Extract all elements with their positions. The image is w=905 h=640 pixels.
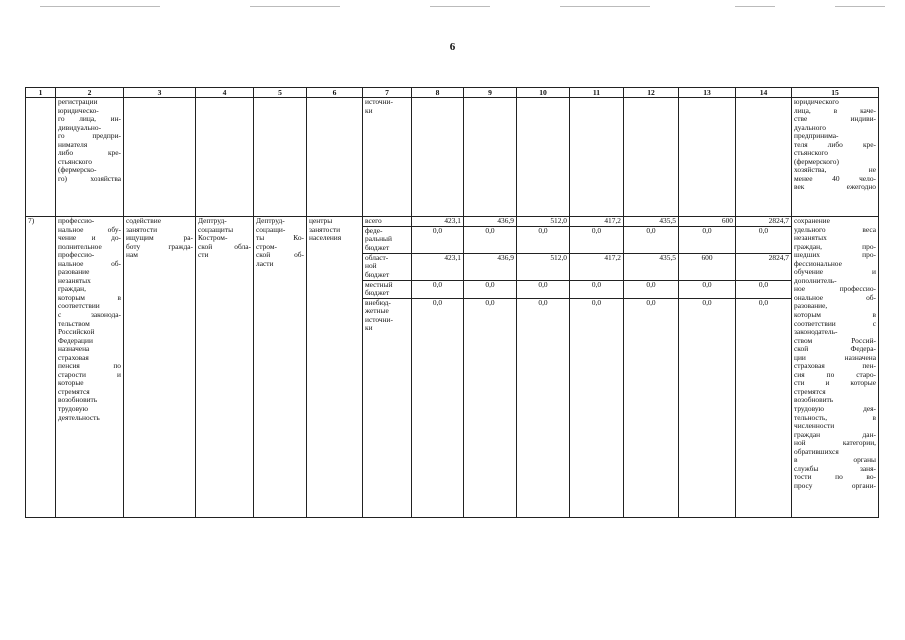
value-cell: 0,0 (570, 226, 624, 253)
header-cell: 14 (736, 88, 792, 98)
page-number: 6 (449, 41, 456, 53)
value-cell: 0,0 (517, 226, 570, 253)
value-cell: 0,0 (412, 280, 464, 298)
responsible-cell (196, 98, 254, 217)
header-cell: 4 (196, 88, 254, 98)
measure-name-cell: регистрации юридическо- го лица, ин- дивидуально- го предпри- нимателя либо кре- стьянского (фермерско- го) хозяйства (56, 98, 124, 217)
value-cell: 0,0 (412, 226, 464, 253)
header-cell: 9 (464, 88, 517, 98)
value-cell (412, 98, 464, 217)
goal-cell: содействие занятости ищущим ра- боту гражда- нам (124, 217, 196, 518)
value-cell: 0,0 (679, 226, 736, 253)
scan-line (430, 6, 490, 7)
value-cell: 435,5 (624, 253, 679, 280)
value-cell: 512,0 (517, 253, 570, 280)
header-cell: 13 (679, 88, 736, 98)
header-cell: 7 (363, 88, 412, 98)
header-cell: 11 (570, 88, 624, 98)
funding-source-cell: внебюд- жетные источни- ки (363, 298, 412, 517)
value-cell (570, 98, 624, 217)
header-cell: 8 (412, 88, 464, 98)
value-cell: 0,0 (624, 280, 679, 298)
funding-source-cell: феде- ральный бюджет (363, 226, 412, 253)
value-cell: 417,2 (570, 253, 624, 280)
header-cell: 2 (56, 88, 124, 98)
program-table (25, 87, 879, 518)
header-cell: 6 (307, 88, 363, 98)
value-cell: 436,9 (464, 217, 517, 227)
header-cell: 12 (624, 88, 679, 98)
funding-source-cell: всего (363, 217, 412, 227)
result-cell: сохранение удельного веса незанятых граждан, про- шедших про- фессиональное обучение и дополнитель- ное профессио- ональное об- разование, которым в соответствии с законодатель- ством Россий- ской Федера- ции назначена страховая пен- сия по старо- сти и которые стремятся возобновить трудовую дея- тельность, в численности граждан дан- ной категории, обратившихся в органы службы заня- тости по во- просу органи- (792, 217, 879, 518)
value-cell: 0,0 (517, 280, 570, 298)
value-cell: 0,0 (624, 226, 679, 253)
value-cell: 423,1 (412, 253, 464, 280)
header-cell: 5 (254, 88, 307, 98)
value-cell (679, 98, 736, 217)
value-cell: 600 (679, 253, 736, 280)
value-cell: 0,0 (679, 280, 736, 298)
value-cell: 436,9 (464, 253, 517, 280)
header-cell: 3 (124, 88, 196, 98)
value-cell: 0,0 (679, 298, 736, 517)
value-cell: 0,0 (736, 298, 792, 517)
coexecutor-cell (254, 98, 307, 217)
value-cell (736, 98, 792, 217)
value-cell: 0,0 (464, 226, 517, 253)
value-cell: 512,0 (517, 217, 570, 227)
value-cell: 0,0 (517, 298, 570, 517)
value-cell: 0,0 (464, 298, 517, 517)
value-cell: 2824,7 (736, 253, 792, 280)
value-cell (517, 98, 570, 217)
result-cell: юридического лица, в каче- стве индиви- дуального предпринима- теля либо кре- стьянского (фермерского) хозяйства, не менее 40 чело- век ежегодно (792, 98, 879, 217)
scan-line (835, 6, 885, 7)
value-cell: 435,5 (624, 217, 679, 227)
funding-source-cell: област- ной бюджет (363, 253, 412, 280)
row-number-cell: 7) (26, 217, 56, 518)
value-cell (624, 98, 679, 217)
participant-cell: центры занятости населения (307, 217, 363, 518)
scan-line (735, 6, 775, 7)
value-cell: 423,1 (412, 217, 464, 227)
responsible-cell: Дептруд- соцзащиты Костром- ской обла- сти (196, 217, 254, 518)
scan-line (560, 6, 650, 7)
value-cell: 0,0 (570, 298, 624, 517)
row-number-cell (26, 98, 56, 217)
header-cell: 1 (26, 88, 56, 98)
value-cell: 0,0 (464, 280, 517, 298)
table-row (26, 98, 879, 217)
header-row (26, 88, 879, 98)
header-cell: 15 (792, 88, 879, 98)
value-cell: 0,0 (570, 280, 624, 298)
table-row (26, 217, 879, 227)
scan-line (40, 6, 160, 7)
value-cell (464, 98, 517, 217)
header-cell: 10 (517, 88, 570, 98)
value-cell: 0,0 (736, 280, 792, 298)
value-cell: 0,0 (736, 226, 792, 253)
value-cell: 2824,7 (736, 217, 792, 227)
participant-cell (307, 98, 363, 217)
funding-source-cell: источни- ки (363, 98, 412, 217)
funding-source-cell: местный бюджет (363, 280, 412, 298)
coexecutor-cell: Дептруд- соцзащи- ты Ко- стром- ской об- ласти (254, 217, 307, 518)
scan-line (250, 6, 340, 7)
value-cell: 600 (679, 217, 736, 227)
value-cell: 417,2 (570, 217, 624, 227)
measure-name-cell: профессио- нальное обу- чение и до- полнительное профессио- нальное об- разование незанятых граждан, которым в соответствии с законода- тельством Российской Федерации назначена страховая пенсия по старости и которые стремятся возобновить трудовую деятельность (56, 217, 124, 518)
value-cell: 0,0 (412, 298, 464, 517)
goal-cell (124, 98, 196, 217)
value-cell: 0,0 (624, 298, 679, 517)
